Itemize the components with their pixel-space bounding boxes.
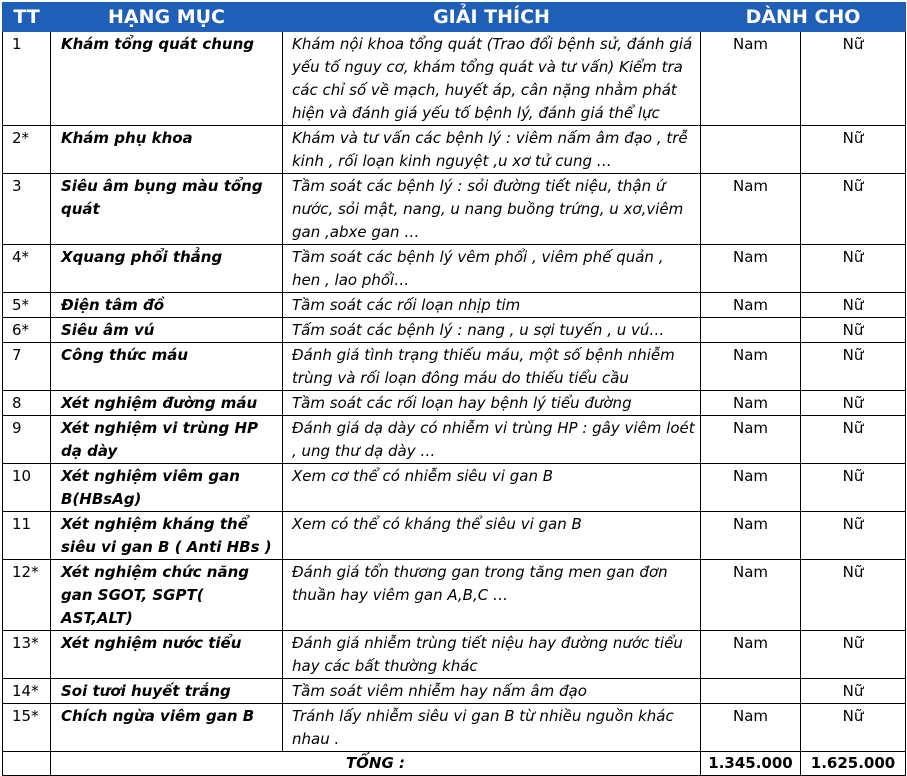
male-cell: Nam	[701, 704, 801, 752]
female-cell: Nữ	[801, 464, 906, 512]
item-cell: Soi tươi huyết trắng	[51, 679, 283, 704]
header-desc: GIẢI THÍCH	[283, 3, 701, 32]
table-row	[3, 245, 906, 293]
male-cell: Nam	[701, 245, 801, 293]
female-cell: Nữ	[801, 416, 906, 464]
tt-cell: 14*	[3, 679, 51, 704]
female-cell: Nữ	[801, 318, 906, 343]
tt-cell: 11	[3, 512, 51, 560]
tt-cell: 6*	[3, 318, 51, 343]
male-cell: Nam	[701, 512, 801, 560]
item-cell: Xét nghiệm chức năng gan SGOT, SGPT( AST,ALT)	[51, 560, 283, 631]
tt-cell: 5*	[3, 293, 51, 318]
tt-cell: 8	[3, 391, 51, 416]
total-empty-cell	[3, 752, 51, 776]
item-cell: Xquang phổi thẳng	[51, 245, 283, 293]
table-row	[3, 512, 906, 560]
desc-cell: Khám và tư vấn các bệnh lý : viêm nấm âm đạo , trễ kinh , rối loạn kinh nguyệt ,u xơ tử cung …	[283, 126, 701, 174]
header-row	[3, 3, 906, 32]
service-table	[2, 2, 906, 776]
male-cell	[701, 679, 801, 704]
female-cell: Nữ	[801, 293, 906, 318]
female-cell: Nữ	[801, 679, 906, 704]
table-row	[3, 679, 906, 704]
male-cell: Nam	[701, 293, 801, 318]
item-cell: Siêu âm vú	[51, 318, 283, 343]
tt-cell: 3	[3, 174, 51, 245]
table-row	[3, 318, 906, 343]
table-body	[3, 32, 906, 776]
total-male: 1.345.000	[701, 752, 801, 776]
tt-cell: 12*	[3, 560, 51, 631]
male-cell	[701, 318, 801, 343]
header-tt: TT	[3, 3, 51, 32]
male-cell: Nam	[701, 560, 801, 631]
item-cell: Khám tổng quát chung	[51, 32, 283, 126]
male-cell: Nam	[701, 343, 801, 391]
item-cell: Công thức máu	[51, 343, 283, 391]
desc-cell: Tầm soát các rối loạn nhịp tim	[283, 293, 701, 318]
female-cell: Nữ	[801, 32, 906, 126]
female-cell: Nữ	[801, 343, 906, 391]
female-cell: Nữ	[801, 174, 906, 245]
item-cell: Chích ngừa viêm gan B	[51, 704, 283, 752]
item-cell: Xét nghiệm đường máu	[51, 391, 283, 416]
male-cell	[701, 126, 801, 174]
tt-cell: 9	[3, 416, 51, 464]
tt-cell: 4*	[3, 245, 51, 293]
table-row	[3, 416, 906, 464]
tt-cell: 15*	[3, 704, 51, 752]
male-cell: Nam	[701, 631, 801, 679]
table-row	[3, 343, 906, 391]
male-cell: Nam	[701, 391, 801, 416]
male-cell: Nam	[701, 32, 801, 126]
female-cell: Nữ	[801, 391, 906, 416]
desc-cell: Khám nội khoa tổng quát (Trao đổi bệnh sử, đánh giá yếu tố nguy cơ, khám tổng quát và tư vấn) Kiểm tra các chỉ số về mạch, huyết áp, cân nặng nhằm phát hiện và đánh giá yếu tố bệnh lý, đánh giá thể lực	[283, 32, 701, 126]
table-row	[3, 126, 906, 174]
female-cell: Nữ	[801, 245, 906, 293]
table-row	[3, 560, 906, 631]
item-cell: Khám phụ khoa	[51, 126, 283, 174]
item-cell: Xét nghiệm kháng thể siêu vi gan B ( Anti HBs )	[51, 512, 283, 560]
item-cell: Điện tâm đồ	[51, 293, 283, 318]
desc-cell: Tầm soát các bệnh lý vêm phổi , viêm phế quản , hen , lao phổi…	[283, 245, 701, 293]
item-cell: Xét nghiệm viêm gan B(HBsAg)	[51, 464, 283, 512]
desc-cell: Tầm soát các bệnh lý : sỏi đường tiết niệu, thận ứ nước, sỏi mật, nang, u nang buồng trứng, u xơ,viêm gan ,abxe gan …	[283, 174, 701, 245]
tt-cell: 1	[3, 32, 51, 126]
desc-cell: Đánh giá nhiễm trùng tiết niệu hay đường nước tiểu hay các bất thường khác	[283, 631, 701, 679]
table-row	[3, 391, 906, 416]
header-item: HẠNG MỤC	[51, 3, 283, 32]
desc-cell: Đánh giá tình trạng thiếu máu, một số bệnh nhiễm trùng và rối loạn đông máu do thiếu tiểu cầu	[283, 343, 701, 391]
male-cell: Nam	[701, 416, 801, 464]
table-row	[3, 464, 906, 512]
table-row	[3, 293, 906, 318]
tt-cell: 13*	[3, 631, 51, 679]
desc-cell: Xem có thể có kháng thể siêu vi gan B	[283, 512, 701, 560]
header-for: DÀNH CHO	[701, 3, 906, 32]
tt-cell: 10	[3, 464, 51, 512]
total-female: 1.625.000	[801, 752, 906, 776]
female-cell: Nữ	[801, 560, 906, 631]
female-cell: Nữ	[801, 512, 906, 560]
female-cell: Nữ	[801, 126, 906, 174]
item-cell: Xét nghiệm nước tiểu	[51, 631, 283, 679]
desc-cell: Đánh giá tổn thương gan trong tăng men gan đơn thuần hay viêm gan A,B,C …	[283, 560, 701, 631]
desc-cell: Tầm soát các rối loạn hay bệnh lý tiểu đường	[283, 391, 701, 416]
male-cell: Nam	[701, 464, 801, 512]
desc-cell: Đánh giá dạ dày có nhiễm vi trùng HP : gây viêm loét , ung thư dạ dày …	[283, 416, 701, 464]
table-row	[3, 631, 906, 679]
desc-cell: Xem cơ thể có nhiễm siêu vi gan B	[283, 464, 701, 512]
desc-cell: Tầm soát viêm nhiễm hay nấm âm đạo	[283, 679, 701, 704]
table-row	[3, 174, 906, 245]
female-cell: Nữ	[801, 631, 906, 679]
table-row	[3, 32, 906, 126]
table-row	[3, 704, 906, 752]
item-cell: Xét nghiệm vi trùng HP dạ dày	[51, 416, 283, 464]
desc-cell: Tránh lấy nhiễm siêu vi gan B từ nhiều nguồn khác nhau .	[283, 704, 701, 752]
total-label: TỔNG :	[51, 752, 701, 776]
item-cell: Siêu âm bụng màu tổng quát	[51, 174, 283, 245]
total-row	[3, 752, 906, 776]
male-cell: Nam	[701, 174, 801, 245]
female-cell: Nữ	[801, 704, 906, 752]
desc-cell: Tấm soát các bệnh lý : nang , u sợi tuyến , u vú…	[283, 318, 701, 343]
tt-cell: 7	[3, 343, 51, 391]
tt-cell: 2*	[3, 126, 51, 174]
